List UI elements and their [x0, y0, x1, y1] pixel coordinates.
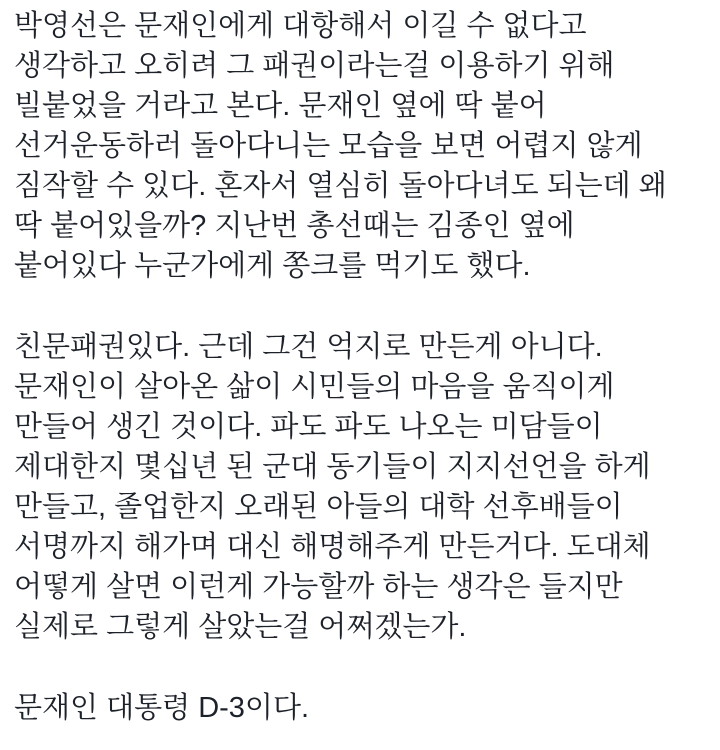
post-text-line: 서명까지 해가며 대신 해명해주게 만든거다. 도대체	[14, 531, 651, 563]
post-text-line: 박영선은 문재인에게 대항해서 이길 수 없다고	[14, 10, 587, 42]
post-text-line: 어떻게 살면 이런게 가능할까 하는 생각은 들지만	[14, 571, 623, 603]
post-text-line: 문재인 대통령 D-3이다.	[14, 692, 310, 724]
post-text-line: 빌붙었을 거라고 본다. 문재인 옆에 딱 붙어	[14, 90, 547, 122]
post-text-line: 만들고, 졸업한지 오래된 아들의 대학 선후배들이	[14, 491, 623, 523]
post-text-line: 만들어 생긴 것이다. 파도 파도 나오는 미담들이	[14, 411, 603, 443]
post-text-line: 친문패권있다. 근데 그건 억지로 만든게 아니다.	[14, 331, 603, 363]
post-text-line: 붙어있다 누군가에게 쫑크를 먹기도 했다.	[14, 250, 531, 282]
post-text-line: 선거운동하러 돌아다니는 모습을 보면 어렵지 않게	[14, 130, 643, 162]
post-paragraph-3	[14, 688, 708, 728]
post-text-line: 실제로 그렇게 살았는걸 어쩌겠는가.	[14, 611, 467, 643]
post-paragraph-1	[14, 6, 708, 286]
post-text-line: 딱 붙어있을까? 지난번 총선때는 김종인 옆에	[14, 210, 575, 242]
post-text-line: 문재인이 살아온 삶이 시민들의 마음을 움직이게	[14, 371, 615, 403]
post-text-line: 생각하고 오히려 그 패권이라는걸 이용하기 위해	[14, 50, 615, 82]
post-text-line: 짐작할 수 있다. 혼자서 열심히 돌아다녀도 되는데 왜	[14, 170, 667, 202]
post-text-line: 제대한지 몇십년 된 군대 동기들이 지지선언을 하게	[14, 451, 651, 483]
post-paragraph-2	[14, 327, 708, 647]
